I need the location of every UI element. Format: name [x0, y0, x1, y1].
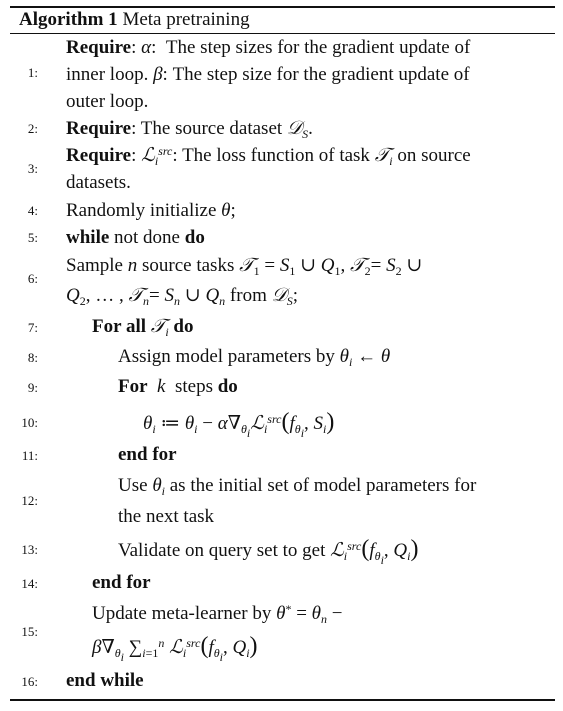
step-14-line-1: end for — [92, 572, 151, 593]
line-number: 8: — [27, 350, 38, 365]
line-number: 16: — [21, 674, 38, 689]
line-number: 14: — [21, 576, 38, 591]
step-9-line-1: For k steps do — [118, 376, 238, 397]
step-13-line-1: Validate on query set to get $ℒ_i^{src}(f_{\theta_i}$, $Q_i$) — [118, 536, 419, 567]
algorithm-caption — [19, 8, 250, 32]
step-15-line-2: $\beta\nabla_{\theta_i}$ $\sum_{i=1}^n$ $ℒ_i^{src}(f_{\theta_i}$, $Q_i$) — [92, 633, 258, 664]
step-8-line-1: Assign model parameters by $\theta_i$ ← θ — [118, 346, 391, 369]
line-number: 5: — [27, 230, 38, 245]
line-number: 12: — [21, 493, 38, 508]
line-number: 9: — [27, 380, 38, 395]
caption-title: Meta pretraining — [122, 9, 250, 30]
line-number: 10: — [21, 415, 38, 430]
bottom-rule — [10, 699, 555, 701]
step-7-line-1: For all 𝒯$_i$ do — [92, 316, 194, 339]
step-15-line-1: Update meta-learner by $\theta^* = \theta_n$ − — [92, 602, 343, 626]
line-number: 7: — [27, 320, 38, 335]
step-3-line-2: datasets. — [66, 172, 131, 193]
step-6-line-1: Sample n source tasks 𝒯$_1$ = $S_1$ ∪ $Q_1$, 𝒯$_2$= $S_2$ ∪ — [66, 255, 423, 278]
step-6-line-2: $Q_2$, … , 𝒯$_n$= $S_n$ ∪ $Q_n$ from 𝒟$_S$; — [66, 285, 299, 308]
step-12-line-1: Use $\theta_i$ as the initial set of model parameters for — [118, 475, 477, 498]
step-16-line-1: end while — [66, 670, 144, 691]
line-number: 15: — [21, 624, 38, 639]
line-number: 2: — [27, 121, 38, 136]
step-1-line-2: inner loop. β: The step size for the gradient update of — [66, 64, 470, 85]
step-4-line-1: Randomly initialize θ; — [66, 200, 236, 221]
step-2-line-1: Require: The source dataset 𝒟$_S$. — [66, 118, 313, 141]
line-number: 13: — [21, 542, 38, 557]
caption-label: Algorithm 1 — [19, 9, 118, 30]
step-1-line-1: Require: α: The step sizes for the gradient update of — [66, 37, 471, 58]
step-10-line-1: $\theta_i$ ≔ $\theta_i$ − $\alpha\nabla_{\theta_i}ℒ_i^{src}(f_{\theta_i}$, $S_i$) — [143, 409, 335, 440]
step-5-line-1: while not done do — [66, 227, 205, 248]
step-11-line-1: end for — [118, 444, 177, 465]
step-3-line-1: Require: ℒ$_i^{src}$: The loss function of task 𝒯$_i$ on source — [66, 144, 471, 168]
line-number: 1: — [27, 65, 38, 80]
line-number: 6: — [27, 271, 38, 286]
step-1-line-3: outer loop. — [66, 91, 149, 112]
line-number: 3: — [27, 161, 38, 176]
line-number: 4: — [27, 203, 38, 218]
step-12-line-2: the next task — [118, 506, 215, 527]
line-number: 11: — [21, 448, 38, 463]
